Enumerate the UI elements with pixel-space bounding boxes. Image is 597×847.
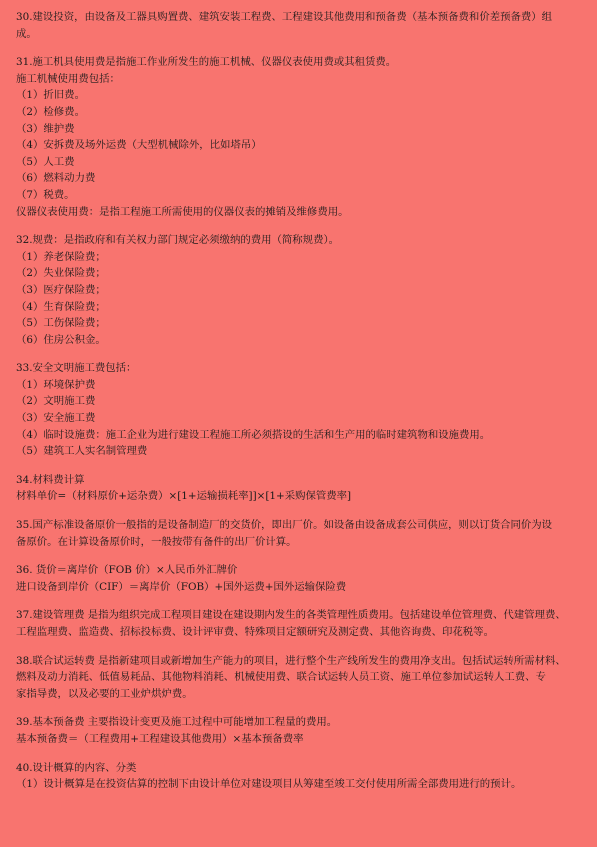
section-35 (16, 517, 583, 550)
text-line: 30.建设投资，由设备及工器具购置费、建筑安装工程费、工程建设其他费用和预备费（基本预备费和价差预备费）组 (16, 11, 553, 23)
list-item: （1）折旧费。 (16, 89, 85, 102)
formula-line: 材料单价=（材料原价+运杂费）×[1+运输损耗率]]×[1+采购保管费率] (16, 490, 352, 503)
text-line: 39.基本预备费 主要指设计变更及施工过程中可能增加工程量的费用。 (16, 716, 338, 729)
section-33 (16, 360, 583, 460)
section-heading: 33.安全文明施工费包括： (16, 362, 137, 375)
list-item: （3）维护费 (16, 122, 75, 135)
list-item: （4）生育保险费； (16, 300, 106, 313)
text-line: 工程监理费、监造费、招标投标费、设计评审费、特殊项目定额研究及测定费、其他咨询费、印花税等。 (16, 626, 494, 638)
text-line: 施工机械使用费包括： (16, 72, 120, 85)
section-30 (16, 9, 583, 42)
text-line: 备原价。在计算设备原价时，一般按带有备件的出厂价计算。 (16, 535, 297, 548)
formula-line: 36. 货价＝离岸价（FOB 价）×人民币外汇牌价 (16, 564, 238, 577)
list-item: （2）失业保险费； (16, 267, 106, 280)
text-line: 燃料及动力消耗、低值易耗品、其他物料消耗、机械使用费、联合试运转人员工资、施工单位参加试运转人工费、专 (16, 671, 546, 684)
list-item: （1）环境保护费 (16, 378, 96, 391)
list-item: （3）安全施工费 (16, 412, 96, 425)
list-item: （1）养老保险费； (16, 250, 106, 263)
list-item: （5）工伤保险费； (16, 317, 106, 330)
section-heading: 40.设计概算的内容、分类 (16, 761, 137, 774)
list-item: （1）设计概算是在投资估算的控制下由设计单位对建设项目从筹建至竣工交付使用所需全部费用进行的预计。 (16, 778, 522, 791)
section-heading: 32.规费：是指政府和有关权力部门规定必须缴纳的费用（简称规费）。 (16, 234, 340, 247)
list-item: （3）医疗保险费； (16, 283, 106, 296)
formula-line: 基本预备费＝（工程费用+工程建设其他费用）×基本预备费率 (16, 732, 304, 745)
section-40 (16, 760, 583, 793)
list-item: （5）人工费 (16, 155, 75, 168)
list-item: （2）文明施工费 (16, 395, 96, 408)
section-heading: 34.材料费计算 (16, 473, 85, 486)
section-34 (16, 472, 583, 505)
list-item: （4）临时设施费：施工企业为进行建设工程施工所必须搭设的生活和生产用的临时建筑物和设施费用。 (16, 428, 491, 441)
section-36 (16, 562, 583, 595)
section-37 (16, 607, 583, 640)
text-line: 37.建设管理费 是指为组织完成工程项目建设在建设期内发生的各类管理性质费用。包括建设单位管理费、代建管理费、 (16, 609, 566, 622)
list-item: （2）检修费。 (16, 105, 85, 118)
list-item: （5）建筑工人实名制管理费 (16, 445, 148, 458)
list-item: （6）住房公积金。 (16, 333, 106, 346)
list-item: （6）燃料动力费 (16, 172, 96, 185)
section-38 (16, 653, 583, 703)
section-31 (16, 54, 583, 220)
formula-line: 进口设备到岸价（CIF）＝离岸价（FOB）+国外运费+国外运输保险费 (16, 580, 347, 593)
text-line: 仪器仪表使用费：是指工程施工所需使用的仪器仪表的摊销及维修费用。 (16, 205, 349, 218)
text-line: 38.联合试运转费 是指新建项目或新增加生产能力的项目，进行整个生产线所发生的费用净支出。包括试运转所需材料、 (16, 654, 566, 667)
text-line: 家指导费，以及必要的工业炉烘炉费。 (16, 687, 193, 700)
section-heading: 31.施工机具使用费是指施工作业所发生的施工机械、仪器仪表使用费或其租赁费。 (16, 56, 397, 69)
section-39 (16, 714, 583, 747)
list-item: （4）安拆费及场外运费（大型机械除外，比如塔吊） (16, 139, 262, 152)
section-32 (16, 232, 583, 348)
text-line: 成。 (16, 27, 37, 40)
list-item: （7）税费。 (16, 188, 75, 201)
text-line: 35.国产标准设备原价一般指的是设备制造厂的交货价，即出厂价。如设备由设备成套公司供应，则以订货合同价为设 (16, 519, 553, 532)
